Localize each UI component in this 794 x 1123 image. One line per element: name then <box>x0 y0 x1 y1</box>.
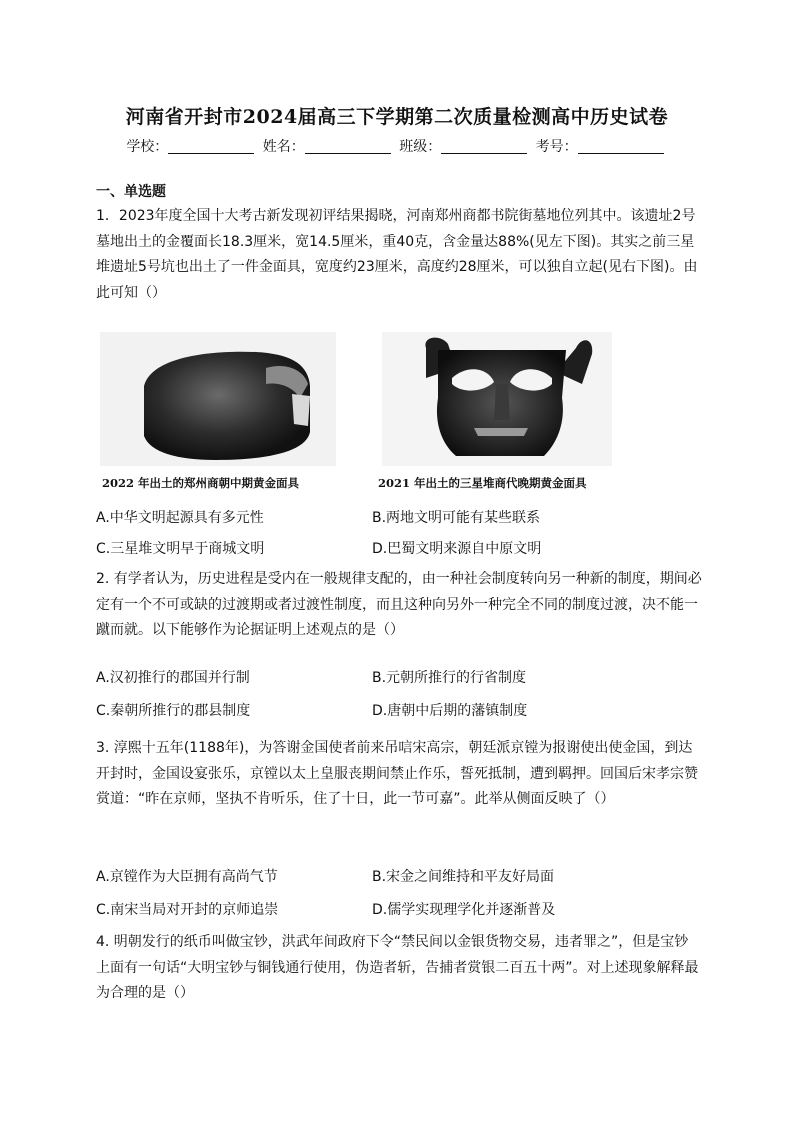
question-1-options-row-1 <box>96 507 702 531</box>
left-figure-caption: 2022 年出土的郑州商朝中期黄金面具 <box>102 476 300 490</box>
student-info-line <box>0 136 794 156</box>
question-2-option-c[interactable]: C.秦朝所推行的郡县制度 <box>96 703 251 719</box>
question-1-figure <box>96 328 616 494</box>
question-4-text: 4. 明朝发行的纸币叫做宝钞，洪武年间政府下令“禁民间以金银货物交易，违者罪之”，但是宝钞上面有一句话“大明宝钞与铜钱通行使用，伪造者斩，告捕者赏银二百五十两”。对上述现象解释最为合理的是（） <box>96 934 699 1001</box>
number-blank[interactable] <box>578 139 664 154</box>
section-title: 一、单选题 <box>96 184 166 200</box>
question-3-options-row-1 <box>96 866 702 890</box>
question-3-option-c[interactable]: C.南宋当局对开封的京师追崇 <box>96 902 279 918</box>
question-1-options-row-2 <box>96 538 702 562</box>
question-2-options-row-2 <box>96 700 702 724</box>
question-3-text: 3. 淳熙十五年(1188年)，为答谢金国使者前来吊唁宋高宗，朝廷派京镗为报谢使出使金国，到达开封时，金国设宴张乐，京镗以太上皇服丧期间禁止作乐，誓死抵制，遭到羁押。回国后宋孝宗赞赏道：“昨在京师，坚执不肯听乐，住了十日，此一节可嘉”。此举从侧面反映了（） <box>96 740 698 807</box>
artifact-illustrations <box>96 328 616 494</box>
number-label: 考号： <box>535 139 578 155</box>
name-blank[interactable] <box>305 139 391 154</box>
class-blank[interactable] <box>441 139 527 154</box>
zhengzhou-mask-image <box>100 332 336 466</box>
question-3-options-row-2 <box>96 899 702 923</box>
question-3-option-a[interactable]: A.京镗作为大臣拥有高尚气节 <box>96 869 278 885</box>
exam-title: 河南省开封市2024届高三下学期第二次质量检测高中历史试卷 <box>125 106 669 128</box>
question-2-option-a[interactable]: A.汉初推行的郡国并行制 <box>96 670 250 686</box>
question-2-options-row-1 <box>96 667 702 691</box>
question-2-text: 2. 有学者认为，历史进程是受内在一般规律支配的，由一种社会制度转向另一种新的制度，期间必定有一个不可或缺的过渡期或者过渡性制度，而且这种向另外一种完全不同的制度过渡，决不能一蹴而就。以下能够作为论据证明上述观点的是（） <box>96 571 702 638</box>
school-blank[interactable] <box>168 139 254 154</box>
question-1-text: 1．2023年度全国十大考古新发现初评结果揭晓，河南郑州商都书院街墓地位列其中。该遗址2号墓地出土的金覆面长18.3厘米，宽14.5厘米，重40克，含金量达88%(见左下图)。其实之前三星堆遗址5号坑也出土了一件金面具，宽度约23厘米，高度约28厘米，可以独自立起(见右下图)。由此可知（） <box>96 208 698 301</box>
name-label: 姓名： <box>262 139 305 155</box>
question-1-option-d[interactable]: D.巴蜀文明来源自中原文明 <box>372 541 542 557</box>
class-label: 班级： <box>399 139 442 155</box>
question-1-option-a[interactable]: A.中华文明起源具有多元性 <box>96 510 264 526</box>
question-2-option-d[interactable]: D.唐朝中后期的藩镇制度 <box>372 703 528 719</box>
question-3-option-b[interactable]: B.宋金之间维持和平友好局面 <box>372 869 555 885</box>
question-1-option-b[interactable]: B.两地文明可能有某些联系 <box>372 510 541 526</box>
school-label: 学校： <box>126 139 169 155</box>
sanxingdui-mask-image <box>382 332 612 466</box>
question-3-option-d[interactable]: D.儒学实现理学化并逐渐普及 <box>372 902 556 918</box>
question-2-option-b[interactable]: B.元朝所推行的行省制度 <box>372 670 527 686</box>
right-figure-caption: 2021 年出土的三星堆商代晚期黄金面具 <box>378 476 587 490</box>
question-1-option-c[interactable]: C.三星堆文明早于商城文明 <box>96 541 265 557</box>
